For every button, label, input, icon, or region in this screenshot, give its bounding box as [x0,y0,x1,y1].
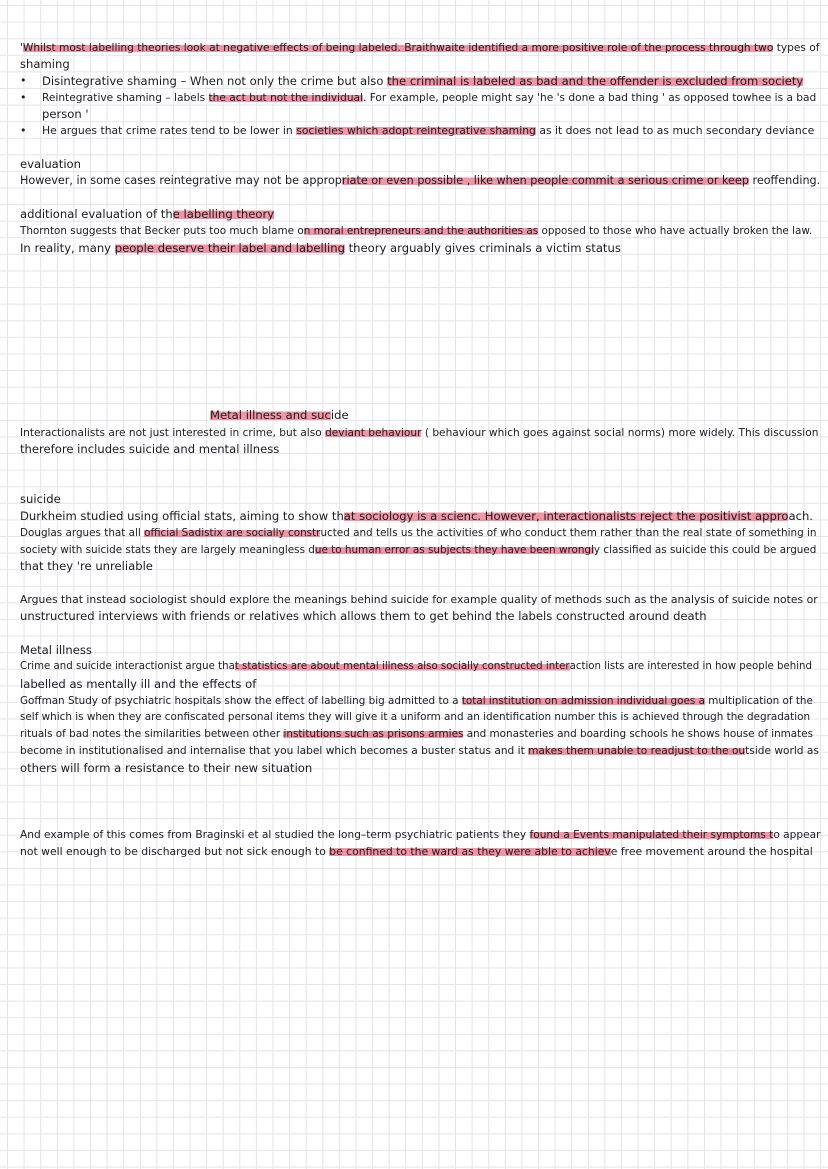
text-segment: action lists are interested in how people behind [569,661,812,672]
text-segment: Thornton suggests that Becker puts too much blame o [20,225,304,237]
bullet-disintegrative [42,73,803,89]
bullet-reintegrative-cont: person ' [42,107,89,121]
text-segment: opposed to those who have actually broken the law. [538,225,813,237]
text-segment: additional evaluation of th [20,207,173,221]
highlight: be confined to the ward as they were able to achiev [329,845,611,858]
text-segment: Disintegrative shaming – When not only the crime but also [42,74,388,88]
intro-mark: ' [20,42,23,54]
highlight: societies which adopt reintegrative shaming [296,124,536,137]
evaluation-text [20,173,820,189]
durkheim-text [20,508,813,524]
highlight: at sociology is a scienc. However, interactionalists reject the positivist appro [343,509,789,523]
text-segment: multiplication of the [704,695,813,707]
text-segment: And example of this comes from Braginski et al studied the long–term psychiatric patients they [20,829,530,841]
text-segment: . For example, people might say 'he 's done a bad thing ' as opposed towhee is a bad [362,92,817,104]
text-segment: Reintegrative shaming – labels [42,92,209,104]
highlight: Whilst most labelling theories look at negative effects of being labeled. Braithwaite identified a more positive role of the process through two [22,42,774,54]
text-segment: However, in some cases reintegrative may not be approp [20,174,342,187]
highlight: people deserve their label and labelling [114,241,345,255]
text-segment: tside world as [745,745,819,757]
text-segment: ucted and tells us the activities of who conduct them rather than the real state of something in [320,527,817,539]
highlight: n moral entrepreneurs and the authorities as [303,225,539,237]
thornton-text [20,223,812,239]
intro-line-2: shaming [20,57,70,71]
goffman-line-3 [20,726,813,742]
bullet-reintegrative [42,90,816,106]
highlight: deviant behaviour [325,427,422,439]
evaluation-heading: evaluation [20,157,81,171]
text-segment: rituals of bad notes the similarities between other [20,728,284,740]
text-segment: not well enough to be discharged but not sick enough to [20,845,330,858]
text-segment: o appear [773,829,821,841]
section-title [210,407,349,423]
bullet-crime-rates [42,123,814,139]
highlight: riate or even possible , like when people commit a serious crime or keep [341,174,749,187]
douglas-line-2 [20,542,816,558]
text-segment: y classified as suicide this could be argued [593,544,817,556]
highlight: official Sadistix are socially constr [144,527,321,539]
text-segment: Crime and suicide interactionist argue tha [20,661,235,672]
crime-line-1 [20,659,812,675]
bullet-icon: • [20,74,27,87]
text-segment: He argues that crime rates tend to be lower in [42,124,297,137]
interactionalists-line-2: therefore includes suicide and mental illness [20,442,280,456]
highlight: t statistics are about mental illness also socially constructed inter [234,661,570,672]
additional-evaluation-heading [20,206,274,222]
text-segment: ( behaviour which goes against social norms) more widely. This discussion [421,427,819,439]
argues-line-2: unstructured interviews with friends or relatives which allows them to get behind the labels constructed around death [20,609,707,623]
text-segment: e free movement around the hospital [610,845,813,858]
bullet-icon: • [20,124,27,137]
highlight: total institution on admission individual goes a [461,695,705,707]
text-segment: as it does not lead to as much secondary deviance [535,124,815,137]
text-segment: reoffending. [748,174,821,187]
suicide-heading: suicide [20,492,61,506]
text-segment: types of [773,42,820,54]
goffman-line-5: others will form a resistance to their new situation [20,761,313,775]
goffman-line-2: self which is when they are confiscated personal items they will give it a uniform and an identification number this is achieved through the degradation [20,711,811,723]
bullet-icon: • [20,91,27,104]
text-segment: In reality, many [20,241,115,255]
text-segment: and monasteries and boarding schools he shows house of inmates [463,728,814,740]
douglas-line-1 [20,525,816,541]
text-segment: society with suicide stats they are largely meaningless d [20,544,315,556]
text-segment: become in institutionalised and internalise that you label which becomes a buster status and it [20,745,529,757]
highlight: ue to human error as subjects they have been wrongl [314,544,594,556]
goffman-line-1 [20,693,813,709]
text-segment: Douglas argues that all [20,527,145,539]
crime-line-2: labelled as mentally ill and the effects of [20,677,257,691]
highlight: e labelling theory [172,207,275,221]
text-segment: theory arguably gives criminals a victim status [344,241,621,255]
text-segment: ach. [788,509,813,523]
highlight: makes them unable to readjust to the ou [528,745,746,757]
highlight: institutions such as prisons armies [283,728,464,740]
highlight: found a Events manipulated their symptoms t [529,829,774,841]
text-segment: ide [330,408,349,422]
goffman-line-4 [20,743,819,759]
highlight: the criminal is labeled as bad and the offender is excluded from society [387,74,804,88]
argues-line-1: Argues that instead sociologist should explore the meanings behind suicide for example quality of methods such as the analysis of suicide notes or [20,593,818,606]
intro-line-1 [20,40,819,56]
text-segment: Durkheim studied using official stats, aiming to show th [20,509,344,523]
highlight: Metal illness and suc [210,408,331,422]
douglas-line-3: that they 're unreliable [20,559,153,573]
interactionalists-line-1 [20,425,818,441]
highlight: the act but not the individual [208,92,363,104]
braginski-line-2 [20,844,813,860]
text-segment: Goffman Study of psychiatric hospitals show the effect of labelling big admitted to a [20,695,462,707]
braginski-line-1 [20,827,820,843]
metal-illness-heading: Metal illness [20,643,92,657]
reality-text [20,240,621,256]
text-segment: Interactionalists are not just interested in crime, but also [20,427,326,439]
